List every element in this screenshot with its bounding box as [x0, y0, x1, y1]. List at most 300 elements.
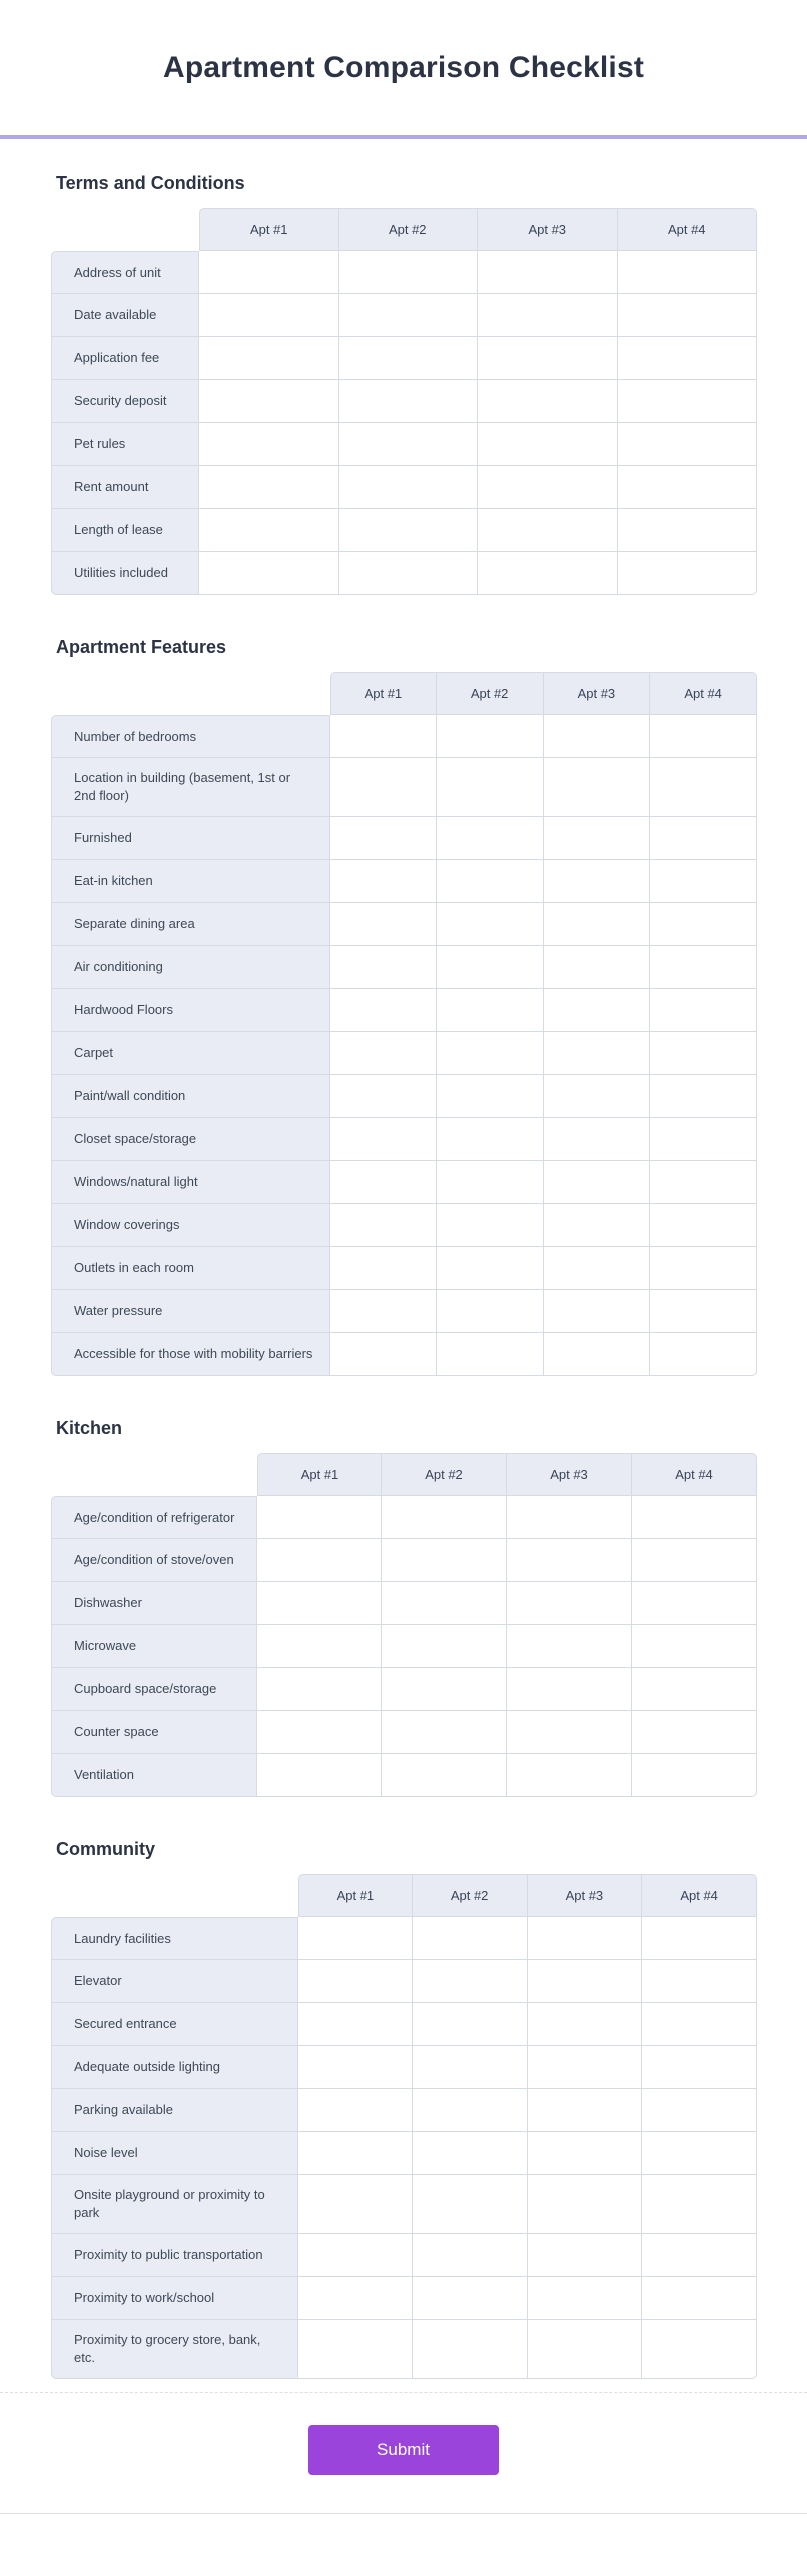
table-input-cell[interactable]: [544, 903, 650, 945]
table-input-cell[interactable]: [618, 423, 757, 465]
table-input-cell[interactable]: [507, 1625, 631, 1667]
table-input-cell[interactable]: [650, 715, 756, 757]
table-input-cell[interactable]: [650, 1161, 756, 1203]
table-cell: [544, 1161, 651, 1204]
table-input-cell[interactable]: [650, 860, 756, 902]
table-cell: [298, 2234, 413, 2277]
table-input-cell[interactable]: [528, 2089, 642, 2131]
table-cell: [478, 466, 618, 509]
table-cell: [413, 2277, 528, 2320]
table-input-cell[interactable]: [199, 337, 338, 379]
table-input-cell[interactable]: [382, 1754, 506, 1796]
table-cell: [298, 2277, 413, 2320]
table-input-cell[interactable]: [642, 2320, 756, 2378]
table-input-cell[interactable]: [544, 1075, 650, 1117]
table-input-cell[interactable]: [642, 2046, 756, 2088]
table-cell: [437, 1032, 544, 1075]
table-input-cell[interactable]: [632, 1539, 756, 1581]
table-cell: [298, 2175, 413, 2234]
table-input-cell[interactable]: [507, 1539, 631, 1581]
row-label: Furnished: [51, 817, 330, 860]
table-input-cell[interactable]: [330, 1118, 436, 1160]
table-cell: [650, 715, 757, 758]
table-input-cell[interactable]: [437, 1333, 543, 1375]
table-input-cell[interactable]: [507, 1754, 631, 1796]
table-input-cell[interactable]: [437, 1032, 543, 1074]
table-input-cell[interactable]: [437, 1161, 543, 1203]
table-input-cell[interactable]: [642, 2234, 756, 2276]
submit-button[interactable]: Submit: [308, 2425, 499, 2475]
table-input-cell[interactable]: [339, 380, 478, 422]
table-cell: [339, 552, 479, 595]
table-input-cell[interactable]: [528, 2234, 642, 2276]
table-input-cell[interactable]: [437, 860, 543, 902]
table-input-cell[interactable]: [544, 946, 650, 988]
table-cell: [478, 423, 618, 466]
row-label: Utilities included: [51, 552, 199, 595]
table-cell: [650, 1118, 757, 1161]
table-input-cell[interactable]: [544, 1032, 650, 1074]
table-input-cell[interactable]: [650, 989, 756, 1031]
table-input-cell[interactable]: [642, 1960, 756, 2002]
row-label: Laundry facilities: [51, 1917, 298, 1960]
table-input-cell[interactable]: [437, 817, 543, 859]
table-cell: [544, 1032, 651, 1075]
table-input-cell[interactable]: [298, 1917, 412, 1959]
table-input-cell[interactable]: [528, 1917, 642, 1959]
table-input-cell[interactable]: [330, 946, 436, 988]
table-input-cell[interactable]: [528, 2003, 642, 2045]
table-input-cell[interactable]: [632, 1754, 756, 1796]
table-input-cell[interactable]: [544, 758, 650, 816]
row-label: Length of lease: [51, 509, 199, 552]
table-cell: [618, 380, 758, 423]
table-cell: [413, 2046, 528, 2089]
table-cell: [528, 2132, 643, 2175]
row-label: Dishwasher: [51, 1582, 257, 1625]
table-cell: [437, 989, 544, 1032]
table-cell: [507, 1668, 632, 1711]
table-input-cell[interactable]: [544, 1204, 650, 1246]
table-input-cell[interactable]: [339, 423, 478, 465]
table-input-cell[interactable]: [199, 251, 338, 293]
table-input-cell[interactable]: [544, 1118, 650, 1160]
table-input-cell[interactable]: [298, 1960, 412, 2002]
table-input-cell[interactable]: [199, 466, 338, 508]
table-cell: [437, 1290, 544, 1333]
table-input-cell[interactable]: [437, 1247, 543, 1289]
table-cell: [330, 1075, 437, 1118]
table-input-cell[interactable]: [437, 1204, 543, 1246]
table-cell: [478, 380, 618, 423]
table-input-cell[interactable]: [544, 860, 650, 902]
table-input-cell[interactable]: [257, 1539, 381, 1581]
table-cell: [437, 715, 544, 758]
table-input-cell[interactable]: [257, 1582, 381, 1624]
column-header: Apt #4: [650, 672, 757, 715]
table-cell: [330, 1118, 437, 1161]
table-input-cell[interactable]: [199, 552, 338, 594]
table-cell: [632, 1496, 757, 1539]
row-label: Closet space/storage: [51, 1118, 330, 1161]
table-input-cell[interactable]: [618, 380, 757, 422]
table-cell: [437, 1333, 544, 1376]
table-input-cell[interactable]: [528, 2046, 642, 2088]
table-cell: [618, 552, 758, 595]
table-cell: [650, 1032, 757, 1075]
table-input-cell[interactable]: [650, 1333, 756, 1375]
table-input-cell[interactable]: [330, 1247, 436, 1289]
table-input-cell[interactable]: [298, 2277, 412, 2319]
header-accent-divider: [0, 135, 807, 139]
table-cell: [650, 1290, 757, 1333]
table-cell: [632, 1539, 757, 1582]
comparison-table: [51, 1453, 757, 1797]
table-input-cell[interactable]: [413, 2175, 527, 2233]
table-input-cell[interactable]: [330, 1161, 436, 1203]
row-label: Accessible for those with mobility barriers: [51, 1333, 330, 1376]
table-cell: [528, 2175, 643, 2234]
table-input-cell[interactable]: [618, 337, 757, 379]
table-cell: [618, 294, 758, 337]
table-input-cell[interactable]: [478, 466, 617, 508]
column-header: Apt #1: [330, 672, 437, 715]
table-cell: [507, 1754, 632, 1797]
table-cell: [339, 294, 479, 337]
table-cell: [642, 2046, 757, 2089]
table-input-cell[interactable]: [330, 1032, 436, 1074]
table-input-cell[interactable]: [632, 1496, 756, 1538]
column-header: Apt #1: [298, 1874, 413, 1917]
table-cell: [544, 1118, 651, 1161]
table-input-cell[interactable]: [528, 2175, 642, 2233]
table-cell: [528, 2234, 643, 2277]
table-input-cell[interactable]: [330, 860, 436, 902]
row-label: Hardwood Floors: [51, 989, 330, 1032]
table-input-cell[interactable]: [298, 2234, 412, 2276]
row-label: Address of unit: [51, 251, 199, 294]
table-input-cell[interactable]: [413, 2003, 527, 2045]
table-input-cell[interactable]: [507, 1582, 631, 1624]
table-cell: [382, 1754, 507, 1797]
table-input-cell[interactable]: [339, 509, 478, 551]
table-input-cell[interactable]: [298, 2175, 412, 2233]
table-input-cell[interactable]: [650, 1247, 756, 1289]
table-input-cell[interactable]: [650, 1204, 756, 1246]
table-cell: [632, 1711, 757, 1754]
table-cell: [199, 380, 339, 423]
table-cell: [298, 1917, 413, 1960]
table-cell: [618, 337, 758, 380]
table-input-cell[interactable]: [382, 1539, 506, 1581]
table-cell: [413, 2320, 528, 2379]
table-input-cell[interactable]: [413, 2234, 527, 2276]
table-input-cell[interactable]: [257, 1496, 381, 1538]
table-cell: [544, 1204, 651, 1247]
table-input-cell[interactable]: [528, 2320, 642, 2378]
row-label: Pet rules: [51, 423, 199, 466]
table-input-cell[interactable]: [330, 1075, 436, 1117]
table-input-cell[interactable]: [544, 1333, 650, 1375]
row-label: Water pressure: [51, 1290, 330, 1333]
table-cell: [650, 903, 757, 946]
table-input-cell[interactable]: [528, 2132, 642, 2174]
row-label: Ventilation: [51, 1754, 257, 1797]
table-cell: [507, 1582, 632, 1625]
table-input-cell[interactable]: [437, 989, 543, 1031]
table-cell: [544, 1290, 651, 1333]
table-input-cell[interactable]: [528, 1960, 642, 2002]
table-input-cell[interactable]: [650, 1290, 756, 1332]
table-cell: [528, 2089, 643, 2132]
table-input-cell[interactable]: [382, 1711, 506, 1753]
table-input-cell[interactable]: [339, 552, 478, 594]
table-input-cell[interactable]: [642, 2175, 756, 2233]
table-input-cell[interactable]: [413, 2132, 527, 2174]
column-header: Apt #4: [642, 1874, 757, 1917]
table-input-cell[interactable]: [339, 251, 478, 293]
table-cell: [330, 715, 437, 758]
table-input-cell[interactable]: [382, 1625, 506, 1667]
table-input-cell[interactable]: [413, 2320, 527, 2378]
form-title: Apartment Comparison Checklist: [162, 50, 645, 84]
table-input-cell[interactable]: [330, 1333, 436, 1375]
table-cell: [330, 817, 437, 860]
table-input-cell[interactable]: [632, 1582, 756, 1624]
table-input-cell[interactable]: [437, 903, 543, 945]
table-input-cell[interactable]: [650, 903, 756, 945]
comparison-table: [51, 1874, 757, 2379]
table-input-cell[interactable]: [437, 1075, 543, 1117]
table-cell: [642, 1917, 757, 1960]
table-cell: [413, 1917, 528, 1960]
table-input-cell[interactable]: [632, 1668, 756, 1710]
table-input-cell[interactable]: [413, 2089, 527, 2131]
row-label: Air conditioning: [51, 946, 330, 989]
row-label: Age/condition of stove/oven: [51, 1539, 257, 1582]
table-input-cell[interactable]: [437, 715, 543, 757]
table-input-cell[interactable]: [478, 337, 617, 379]
table-cell: [642, 2320, 757, 2379]
table-input-cell[interactable]: [642, 2277, 756, 2319]
table-input-cell[interactable]: [618, 294, 757, 336]
table-input-cell[interactable]: [478, 509, 617, 551]
table-input-cell[interactable]: [437, 946, 543, 988]
table-cell: [618, 251, 758, 294]
table-input-cell[interactable]: [257, 1625, 381, 1667]
table-cell: [339, 337, 479, 380]
column-header: Apt #3: [528, 1874, 643, 1917]
table-input-cell[interactable]: [382, 1582, 506, 1624]
column-header: Apt #2: [339, 208, 479, 251]
table-cell: [298, 2089, 413, 2132]
table-input-cell[interactable]: [413, 2277, 527, 2319]
table-input-cell[interactable]: [437, 1290, 543, 1332]
table-input-cell[interactable]: [478, 552, 617, 594]
table-cell: [257, 1625, 382, 1668]
table-cell: [544, 860, 651, 903]
table-cell: [330, 758, 437, 817]
table-input-cell[interactable]: [330, 1204, 436, 1246]
column-header: Apt #2: [382, 1453, 507, 1496]
table-input-cell[interactable]: [339, 294, 478, 336]
table-input-cell[interactable]: [437, 758, 543, 816]
table-input-cell[interactable]: [544, 715, 650, 757]
row-label: Cupboard space/storage: [51, 1668, 257, 1711]
table-input-cell[interactable]: [618, 509, 757, 551]
row-label: Secured entrance: [51, 2003, 298, 2046]
table-input-cell[interactable]: [478, 294, 617, 336]
table-cell: [478, 251, 618, 294]
table-input-cell[interactable]: [544, 1290, 650, 1332]
table-cell: [650, 1204, 757, 1247]
table-cell: [382, 1496, 507, 1539]
column-header: Apt #4: [618, 208, 758, 251]
table-cell: [632, 1582, 757, 1625]
table-input-cell[interactable]: [507, 1668, 631, 1710]
table-input-cell[interactable]: [330, 903, 436, 945]
table-input-cell[interactable]: [330, 989, 436, 1031]
table-cell: [544, 989, 651, 1032]
table-cell: [544, 715, 651, 758]
table-cell: [642, 2003, 757, 2046]
table-cell: [298, 2132, 413, 2175]
table-corner-spacer: [51, 672, 330, 715]
form-header: [0, 0, 807, 135]
table-cell: [650, 989, 757, 1032]
table-input-cell[interactable]: [298, 2046, 412, 2088]
table-input-cell[interactable]: [478, 380, 617, 422]
table-cell: [544, 946, 651, 989]
table-input-cell[interactable]: [413, 2046, 527, 2088]
table-cell: [330, 1290, 437, 1333]
table-cell: [413, 2089, 528, 2132]
table-cell: [413, 2003, 528, 2046]
table-input-cell[interactable]: [339, 466, 478, 508]
table-cell: [413, 2175, 528, 2234]
column-header: Apt #2: [413, 1874, 528, 1917]
table-cell: [382, 1582, 507, 1625]
table-input-cell[interactable]: [618, 466, 757, 508]
table-input-cell[interactable]: [642, 1917, 756, 1959]
row-label: Separate dining area: [51, 903, 330, 946]
table-input-cell[interactable]: [642, 2089, 756, 2131]
table-cell: [544, 903, 651, 946]
table-input-cell[interactable]: [642, 2132, 756, 2174]
column-header: Apt #3: [544, 672, 651, 715]
table-corner-spacer: [51, 1453, 257, 1496]
table-input-cell[interactable]: [330, 1290, 436, 1332]
table-cell: [199, 509, 339, 552]
table-cell: [650, 860, 757, 903]
table-input-cell[interactable]: [544, 1247, 650, 1289]
table-input-cell[interactable]: [413, 1917, 527, 1959]
table-input-cell[interactable]: [650, 946, 756, 988]
table-input-cell[interactable]: [632, 1711, 756, 1753]
table-input-cell[interactable]: [199, 509, 338, 551]
table-input-cell[interactable]: [257, 1754, 381, 1796]
table-input-cell[interactable]: [642, 2003, 756, 2045]
table-input-cell[interactable]: [298, 2132, 412, 2174]
table-input-cell[interactable]: [382, 1668, 506, 1710]
table-cell: [437, 1075, 544, 1118]
table-input-cell[interactable]: [257, 1668, 381, 1710]
row-label: Age/condition of refrigerator: [51, 1496, 257, 1539]
row-label: Adequate outside lighting: [51, 2046, 298, 2089]
table-input-cell[interactable]: [339, 337, 478, 379]
table-cell: [642, 2175, 757, 2234]
table-input-cell[interactable]: [413, 1960, 527, 2002]
table-input-cell[interactable]: [507, 1711, 631, 1753]
table-input-cell[interactable]: [437, 1118, 543, 1160]
table-cell: [642, 2132, 757, 2175]
table-cell: [257, 1711, 382, 1754]
table-cell: [437, 758, 544, 817]
table-cell: [437, 903, 544, 946]
row-label: Windows/natural light: [51, 1161, 330, 1204]
table-input-cell[interactable]: [650, 817, 756, 859]
table-input-cell[interactable]: [650, 1118, 756, 1160]
table-input-cell[interactable]: [199, 294, 338, 336]
table-input-cell[interactable]: [544, 1161, 650, 1203]
table-input-cell[interactable]: [298, 2089, 412, 2131]
table-input-cell[interactable]: [382, 1496, 506, 1538]
row-label: Noise level: [51, 2132, 298, 2175]
table-input-cell[interactable]: [330, 715, 436, 757]
table-cell: [650, 1075, 757, 1118]
table-cell: [544, 1075, 651, 1118]
table-input-cell[interactable]: [478, 251, 617, 293]
table-cell: [298, 1960, 413, 2003]
row-label: Date available: [51, 294, 199, 337]
row-label: Counter space: [51, 1711, 257, 1754]
table-cell: [478, 509, 618, 552]
row-label: Outlets in each room: [51, 1247, 330, 1290]
table-input-cell[interactable]: [650, 758, 756, 816]
table-input-cell[interactable]: [507, 1496, 631, 1538]
table-input-cell[interactable]: [618, 552, 757, 594]
table-cell: [528, 1917, 643, 1960]
table-input-cell[interactable]: [632, 1625, 756, 1667]
table-input-cell[interactable]: [618, 251, 757, 293]
table-input-cell[interactable]: [257, 1711, 381, 1753]
row-label: Elevator: [51, 1960, 298, 2003]
table-cell: [650, 758, 757, 817]
table-input-cell[interactable]: [298, 2320, 412, 2378]
row-label: Paint/wall condition: [51, 1075, 330, 1118]
column-header: Apt #3: [507, 1453, 632, 1496]
table-input-cell[interactable]: [544, 989, 650, 1031]
table-input-cell[interactable]: [650, 1075, 756, 1117]
table-cell: [478, 294, 618, 337]
table-cell: [544, 1247, 651, 1290]
table-input-cell[interactable]: [528, 2277, 642, 2319]
table-cell: [528, 1960, 643, 2003]
table-input-cell[interactable]: [298, 2003, 412, 2045]
table-input-cell[interactable]: [478, 423, 617, 465]
table-input-cell[interactable]: [199, 380, 338, 422]
table-input-cell[interactable]: [650, 1032, 756, 1074]
table-cell: [478, 337, 618, 380]
table-cell: [330, 946, 437, 989]
table-input-cell[interactable]: [544, 817, 650, 859]
table-input-cell[interactable]: [330, 817, 436, 859]
table-cell: [298, 2320, 413, 2379]
table-input-cell[interactable]: [199, 423, 338, 465]
table-cell: [642, 1960, 757, 2003]
table-cell: [528, 2046, 643, 2089]
table-input-cell[interactable]: [330, 758, 436, 816]
